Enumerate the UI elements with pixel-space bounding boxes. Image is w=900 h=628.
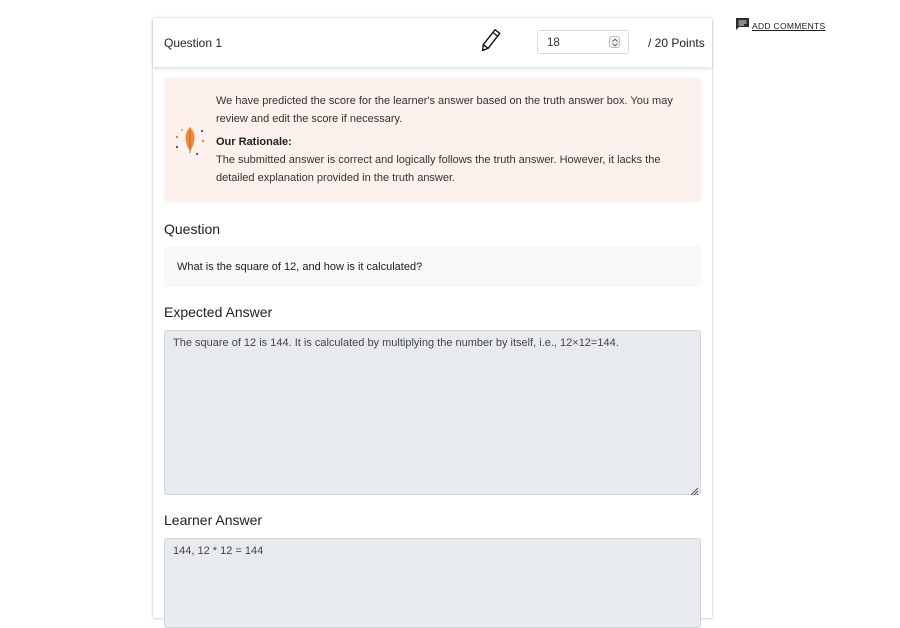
expected-answer-text: The square of 12 is 144. It is calculated by multiplying the number by itself, i.e., 12×12=144. — [173, 337, 619, 349]
rationale-heading: Our Rationale: — [216, 136, 292, 148]
question-header — [153, 18, 712, 67]
learner-answer-textarea[interactable] — [164, 538, 701, 628]
rationale-text: The submitted answer is correct and logically follows the truth answer. However, it lacks the detailed explanation provided in the truth answer. — [216, 154, 661, 184]
learner-answer-text: 144, 12 * 12 = 144 — [173, 545, 264, 557]
add-comments-link[interactable] — [735, 19, 826, 33]
score-stepper[interactable] — [609, 36, 620, 48]
resize-handle-icon[interactable] — [689, 483, 699, 493]
comment-icon — [735, 17, 750, 36]
pencil-icon[interactable] — [479, 28, 501, 54]
ai-prediction-banner — [164, 77, 701, 203]
question-card — [153, 18, 712, 618]
expected-answer-label: Expected Answer — [164, 304, 273, 320]
ai-prediction-text — [216, 92, 686, 187]
max-points-label: / 20 Points — [648, 36, 705, 50]
score-value: 18 — [547, 37, 560, 49]
learner-answer-label: Learner Answer — [164, 512, 263, 528]
sparkle-feather-icon — [173, 123, 207, 157]
expected-answer-textarea[interactable] — [164, 330, 701, 495]
question-box — [164, 246, 701, 287]
question-title: Question 1 — [164, 36, 223, 50]
question-text: What is the square of 12, and how is it calculated? — [177, 261, 423, 273]
question-label: Question — [164, 221, 221, 237]
add-comments-label: ADD COMMENTS — [752, 21, 826, 31]
score-input[interactable] — [537, 30, 629, 54]
ai-intro: We have predicted the score for the learner's answer based on the truth answer box. You may review and edit the score if necessary. — [216, 95, 673, 125]
